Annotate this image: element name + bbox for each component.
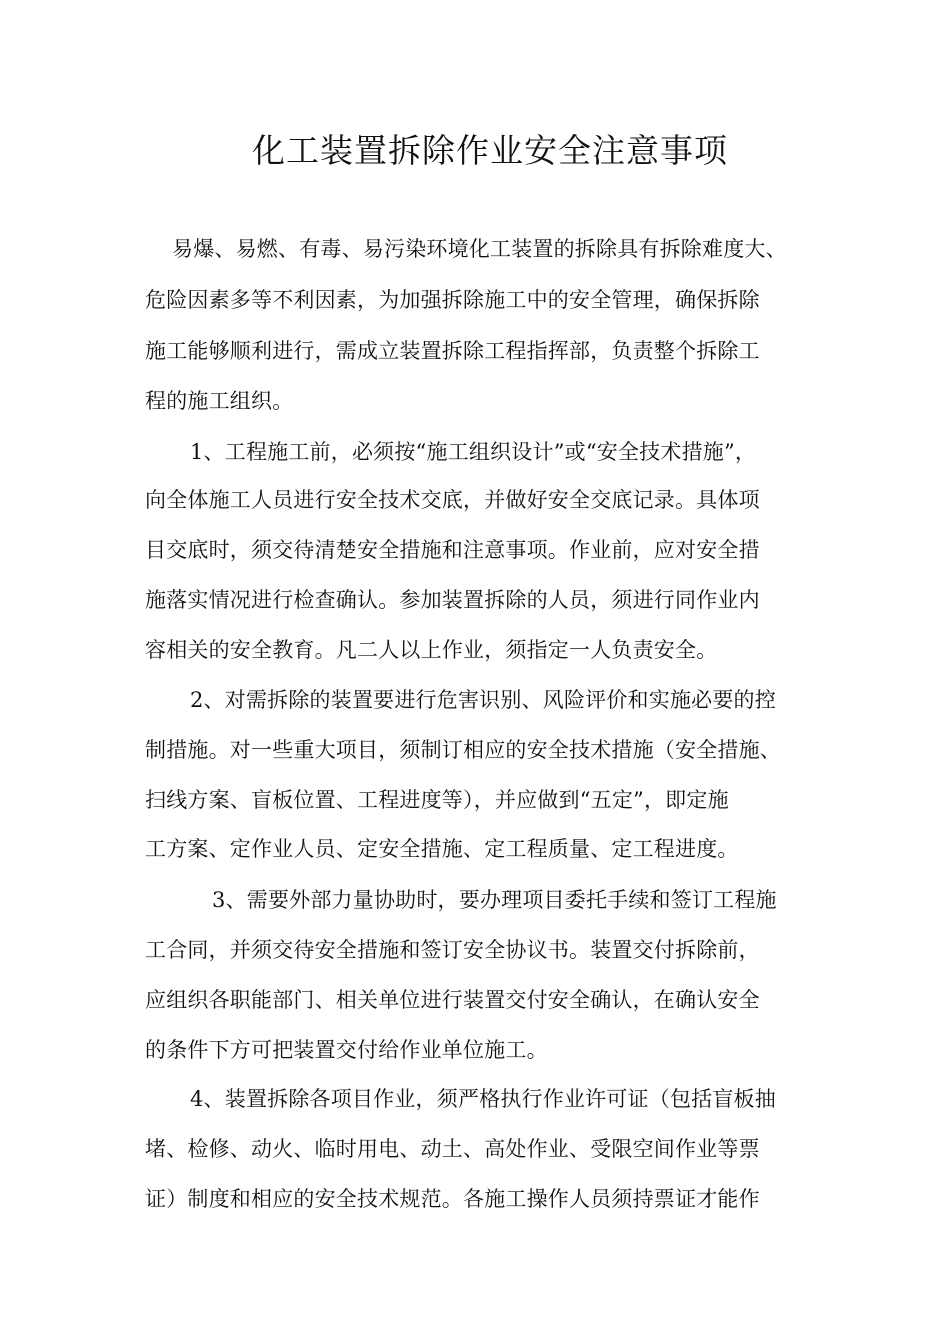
text-line: 程的施工组织。 [145, 389, 294, 413]
text-line: 的条件下方可把装置交付给作业单位施工。 [145, 1038, 548, 1062]
text-line: 容相关的安全教育。凡二人以上作业，须指定一人负责安全。 [145, 638, 718, 662]
text-line: 危险因素多等不利因素，为加强拆除施工中的安全管理，确保拆除 [145, 288, 760, 312]
text-line: 施工能够顺利进行，需成立装置拆除工程指挥部，负责整个拆除工 [145, 339, 760, 363]
document-title: 化工装置拆除作业安全注意事项 [252, 131, 728, 170]
text-line: 1、工程施工前，必须按“施工组织设计”或“安全技术措施”， [190, 440, 757, 464]
text-line: 向全体施工人员进行安全技术交底，并做好安全交底记录。具体项 [145, 488, 760, 512]
text-line: 4、装置拆除各项目作业，须严格执行作业许可证（包括盲板抽 [190, 1087, 776, 1111]
text-line: 扫线方案、盲板位置、工程进度等），并应做到“五定”，即定施 [145, 788, 729, 812]
text-line: 施落实情况进行检查确认。参加装置拆除的人员，须进行同作业内 [145, 588, 760, 612]
text-line: 堵、检修、动火、临时用电、动土、高处作业、受限空间作业等票 [145, 1137, 760, 1161]
text-line: 易爆、易燃、有毒、易污染环境化工装置的拆除具有拆除难度大、 [172, 237, 787, 261]
text-line: 工方案、定作业人员、定安全措施、定工程质量、定工程进度。 [145, 837, 739, 861]
text-line: 证）制度和相应的安全技术规范。各施工操作人员须持票证才能作 [145, 1187, 760, 1211]
text-line: 目交底时，须交待清楚安全措施和注意事项。作业前，应对安全措 [145, 538, 760, 562]
text-line: 制措施。对一些重大项目，须制订相应的安全技术措施（安全措施、 [145, 738, 781, 762]
text-line: 工合同，并须交待安全措施和签订安全协议书。装置交付拆除前， [145, 938, 760, 962]
text-line: 2、对需拆除的装置要进行危害识别、风险评价和实施必要的控 [190, 688, 776, 712]
text-line: 应组织各职能部门、相关单位进行装置交付安全确认，在确认安全 [145, 988, 760, 1012]
text-line: 3、需要外部力量协助时，要办理项目委托手续和签订工程施 [212, 888, 777, 912]
